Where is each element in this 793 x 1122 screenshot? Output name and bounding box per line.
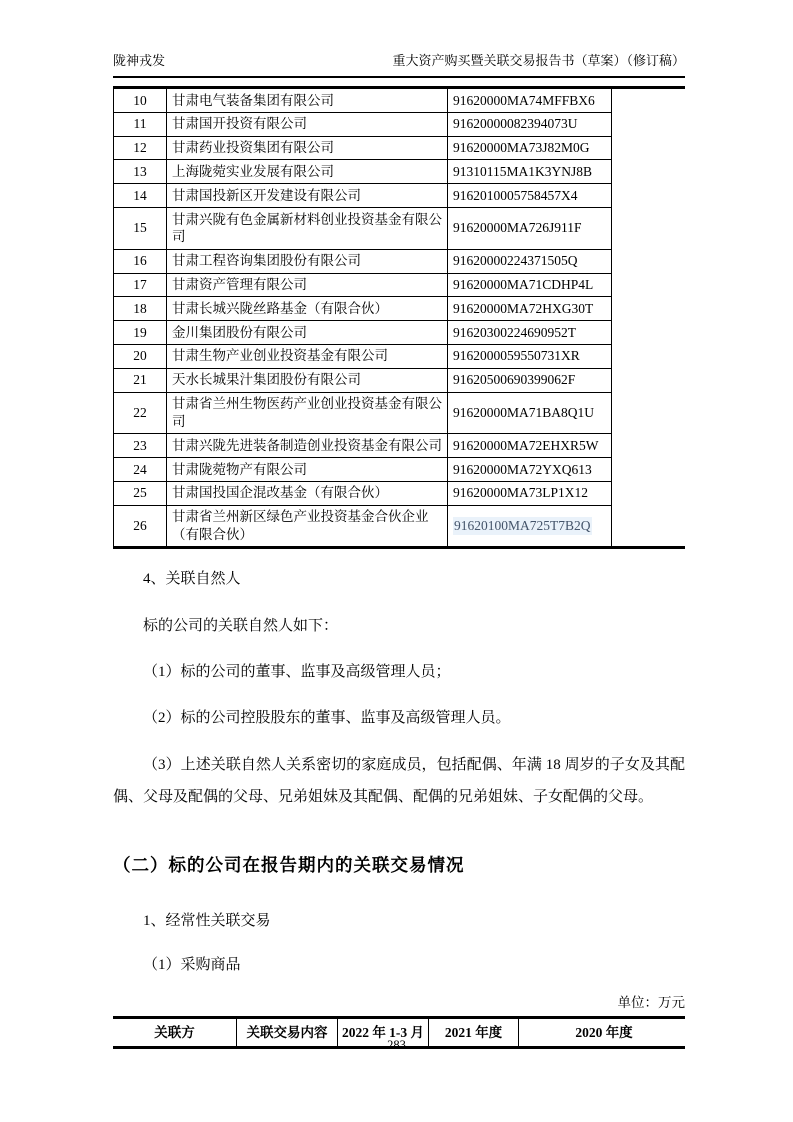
credit-code: 91620500690399062F	[448, 368, 612, 392]
row-number: 17	[114, 273, 167, 297]
table-row	[114, 434, 612, 458]
row-number: 12	[114, 136, 167, 160]
company-name: 甘肃兴陇有色金属新材料创业投资基金有限公司	[167, 208, 448, 250]
company-name: 甘肃省兰州新区绿色产业投资基金合伙企业（有限合伙）	[167, 505, 448, 546]
table-row	[114, 184, 612, 208]
section-4-item-2: （2）标的公司控股股东的董事、监事及高级管理人员。	[143, 710, 511, 726]
row-number: 18	[114, 297, 167, 321]
credit-code: 91310115MA1K3YNJ8B	[448, 160, 612, 184]
credit-code: 91620300224690952T	[448, 321, 612, 345]
credit-code: 91620000MA72HXG30T	[448, 297, 612, 321]
credit-code: 91620000MA73J82M0G	[448, 136, 612, 160]
row-number: 14	[114, 184, 167, 208]
row-number: 21	[114, 368, 167, 392]
company-name: 甘肃电气装备集团有限公司	[167, 89, 448, 112]
company-name: 甘肃药业投资集团有限公司	[167, 136, 448, 160]
row-number: 20	[114, 344, 167, 368]
credit-code: 9162010005758457X4	[448, 184, 612, 208]
table-row	[114, 89, 612, 112]
subsection-recurring-transactions: 1、经常性关联交易	[143, 912, 271, 929]
page-number: 283	[387, 1038, 406, 1052]
row-number: 22	[114, 392, 167, 434]
section-4-item-3: （3）上述关联自然人关系密切的家庭成员，包括配偶、年满 18 周岁的子女及其配偶、父母及配偶的父母、兄弟姐妹及其配偶、配偶的兄弟姐妹、子女配偶的父母。	[113, 757, 685, 806]
table-row	[114, 297, 612, 321]
section-4-intro: 标的公司的关联自然人如下：	[143, 617, 339, 634]
table-row	[114, 160, 612, 184]
transactions-column-header: 2021 年度	[429, 1019, 519, 1046]
table-row	[114, 481, 612, 505]
credit-code: 91620000224371505Q	[448, 249, 612, 273]
table-row	[114, 208, 612, 250]
row-number: 11	[114, 112, 167, 136]
row-number: 10	[114, 89, 167, 112]
row-number: 13	[114, 160, 167, 184]
transactions-column-header: 2020 年度	[519, 1019, 690, 1046]
section-4-title: 4、关联自然人	[143, 571, 241, 588]
company-name: 甘肃陇菀物产有限公司	[167, 458, 448, 482]
company-name: 上海陇菀实业发展有限公司	[167, 160, 448, 184]
subsection-purchase-goods: （1）采购商品	[143, 957, 241, 974]
table-row	[114, 112, 612, 136]
row-number: 16	[114, 249, 167, 273]
row-number: 19	[114, 321, 167, 345]
unit-label: 单位：万元	[617, 995, 685, 1011]
transactions-column-header: 2022 年 1-3 月	[338, 1019, 429, 1046]
credit-code: 91620000MA726J911F	[448, 208, 612, 250]
header-divider	[113, 76, 685, 78]
credit-code: 91620000MA71BA8Q1U	[448, 392, 612, 434]
page-content	[113, 0, 685, 1049]
table-row	[114, 136, 612, 160]
company-name: 甘肃资产管理有限公司	[167, 273, 448, 297]
company-name: 天水长城果汁集团股份有限公司	[167, 368, 448, 392]
running-header	[113, 0, 685, 69]
row-number: 26	[114, 505, 167, 546]
credit-code: 91620000MA74MFFBX6	[448, 89, 612, 112]
table-row	[114, 458, 612, 482]
section-4-item-1: （1）标的公司的董事、监事及高级管理人员；	[143, 663, 451, 680]
table-row	[114, 368, 612, 392]
row-number: 15	[114, 208, 167, 250]
company-name: 甘肃省兰州生物医药产业创业投资基金有限公司	[167, 392, 448, 434]
credit-code: 9162000059550731XR	[448, 344, 612, 368]
related-company-table	[113, 86, 685, 549]
row-number: 23	[114, 434, 167, 458]
header-company-name: 陇神戎发	[113, 53, 166, 68]
credit-code	[448, 505, 612, 546]
company-name: 甘肃兴陇先进装备制造创业投资基金有限公司	[167, 434, 448, 458]
credit-code: 91620000MA72YXQ613	[448, 458, 612, 482]
row-number: 24	[114, 458, 167, 482]
company-name: 甘肃工程咨询集团股份有限公司	[167, 249, 448, 273]
section-2-heading: （二）标的公司在报告期内的关联交易情况	[113, 854, 465, 875]
company-name: 甘肃长城兴陇丝路基金（有限合伙）	[167, 297, 448, 321]
company-name: 甘肃国投国企混改基金（有限合伙）	[167, 481, 448, 505]
transactions-column-header: 关联交易内容	[237, 1019, 338, 1046]
table-row	[114, 392, 612, 434]
highlighted-credit-code: 91620100MA725T7B2Q	[454, 518, 591, 534]
table-row	[114, 249, 612, 273]
table-row	[114, 321, 612, 345]
company-name: 甘肃国开投资有限公司	[167, 112, 448, 136]
transactions-column-header: 关联方	[154, 1025, 195, 1041]
related-company-table-grid	[113, 89, 612, 546]
table-row	[114, 273, 612, 297]
credit-code: 91620000082394073U	[448, 112, 612, 136]
company-name: 甘肃生物产业创业投资基金有限公司	[167, 344, 448, 368]
credit-code: 91620000MA72EHXR5W	[448, 434, 612, 458]
credit-code: 91620000MA71CDHP4L	[448, 273, 612, 297]
table-row	[114, 344, 612, 368]
company-name: 甘肃国投新区开发建设有限公司	[167, 184, 448, 208]
header-report-title: 重大资产购买暨关联交易报告书（草案）（修订稿）	[392, 53, 685, 68]
table-row	[114, 505, 612, 546]
credit-code: 91620000MA73LP1X12	[448, 481, 612, 505]
company-name: 金川集团股份有限公司	[167, 321, 448, 345]
row-number: 25	[114, 481, 167, 505]
